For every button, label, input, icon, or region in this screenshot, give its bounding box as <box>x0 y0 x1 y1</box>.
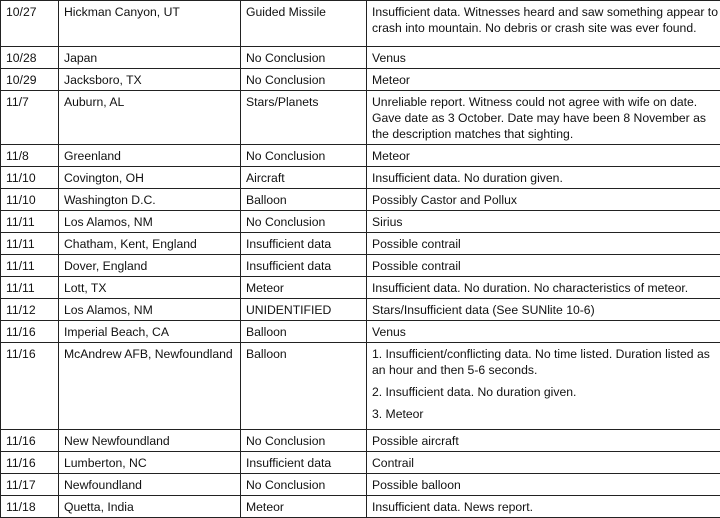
date-cell-text: 11/10 <box>6 167 58 188</box>
description-paragraph: Insufficient data. No duration given. <box>372 170 720 186</box>
sightings-table-body <box>1 1 720 518</box>
description-paragraph: Unreliable report. Witness could not agree with wife on date. Gave date as 3 October. Date may have been 8 November as the description matches that sighting. <box>372 94 720 142</box>
conclusion-cell <box>241 91 367 145</box>
description-text <box>372 299 720 320</box>
description-text <box>372 430 720 451</box>
table-row <box>1 189 720 211</box>
date-cell <box>1 474 59 496</box>
conclusion-cell <box>241 167 367 189</box>
date-cell <box>1 496 59 518</box>
date-cell <box>1 167 59 189</box>
date-cell-text: 11/12 <box>6 299 58 320</box>
location-cell <box>59 321 241 343</box>
conclusion-cell <box>241 452 367 474</box>
conclusion-cell <box>241 255 367 277</box>
description-cell <box>367 343 720 430</box>
description-cell <box>367 233 720 255</box>
description-paragraph: Insufficient data. Witnesses heard and saw something appear to crash into mountain. No debris or crash site was ever found. <box>372 4 720 36</box>
location-cell-text: Auburn, AL <box>64 91 240 112</box>
date-cell-text: 10/29 <box>6 69 58 90</box>
description-paragraph: Possible contrail <box>372 236 720 252</box>
location-cell <box>59 189 241 211</box>
date-cell <box>1 233 59 255</box>
conclusion-cell-text: Insufficient data <box>246 233 366 254</box>
description-paragraph: Insufficient data. No duration. No characteristics of meteor. <box>372 280 720 296</box>
conclusion-cell <box>241 233 367 255</box>
conclusion-cell-text: Balloon <box>246 343 366 364</box>
description-cell <box>367 167 720 189</box>
description-text <box>372 211 720 232</box>
conclusion-cell <box>241 474 367 496</box>
conclusion-cell-text: No Conclusion <box>246 47 366 68</box>
description-text <box>372 255 720 276</box>
description-cell <box>367 277 720 299</box>
table-row <box>1 452 720 474</box>
date-cell-text: 11/17 <box>6 474 58 495</box>
table-row <box>1 47 720 69</box>
location-cell <box>59 299 241 321</box>
description-cell <box>367 211 720 233</box>
location-cell-text: Dover, England <box>64 255 240 276</box>
table-row <box>1 430 720 452</box>
conclusion-cell-text: No Conclusion <box>246 474 366 495</box>
date-cell <box>1 189 59 211</box>
date-cell-text: 11/16 <box>6 430 58 451</box>
date-cell <box>1 1 59 47</box>
table-row <box>1 277 720 299</box>
conclusion-cell-text: Balloon <box>246 321 366 342</box>
description-paragraph: Insufficient data. News report. <box>372 499 720 515</box>
description-paragraph: Stars/Insufficient data (See SUNlite 10-6) <box>372 302 720 318</box>
description-cell <box>367 321 720 343</box>
location-cell-text: Los Alamos, NM <box>64 299 240 320</box>
description-cell <box>367 299 720 321</box>
conclusion-cell <box>241 299 367 321</box>
conclusion-cell-text: UNIDENTIFIED <box>246 299 366 320</box>
date-cell-text: 11/16 <box>6 452 58 473</box>
description-cell <box>367 1 720 47</box>
date-cell <box>1 452 59 474</box>
description-text <box>372 452 720 473</box>
location-cell-text: Japan <box>64 47 240 68</box>
description-cell <box>367 496 720 518</box>
date-cell <box>1 145 59 167</box>
location-cell <box>59 167 241 189</box>
description-cell <box>367 69 720 91</box>
description-paragraph: Venus <box>372 50 720 66</box>
table-row <box>1 496 720 518</box>
location-cell <box>59 47 241 69</box>
date-cell-text: 11/7 <box>6 91 58 112</box>
description-cell <box>367 452 720 474</box>
conclusion-cell <box>241 211 367 233</box>
date-cell <box>1 69 59 91</box>
conclusion-cell <box>241 189 367 211</box>
location-cell <box>59 233 241 255</box>
description-text <box>372 47 720 68</box>
conclusion-cell <box>241 321 367 343</box>
description-text <box>372 91 720 144</box>
table-row <box>1 299 720 321</box>
conclusion-cell-text: Balloon <box>246 189 366 210</box>
description-paragraph: Meteor <box>372 72 720 88</box>
location-cell <box>59 343 241 430</box>
description-cell <box>367 474 720 496</box>
location-cell <box>59 145 241 167</box>
conclusion-cell-text: Insufficient data <box>246 452 366 473</box>
location-cell <box>59 430 241 452</box>
location-cell <box>59 69 241 91</box>
location-cell-text: Jacksboro, TX <box>64 69 240 90</box>
location-cell-text: Greenland <box>64 145 240 166</box>
conclusion-cell-text: Meteor <box>246 277 366 298</box>
description-text <box>372 496 720 517</box>
table-row <box>1 321 720 343</box>
description-text <box>372 69 720 90</box>
table-row <box>1 343 720 430</box>
description-paragraph: 3. Meteor <box>372 406 720 422</box>
date-cell-text: 10/28 <box>6 47 58 68</box>
description-text <box>372 233 720 254</box>
table-row <box>1 167 720 189</box>
conclusion-cell <box>241 343 367 430</box>
date-cell-text: 11/11 <box>6 233 58 254</box>
date-cell-text: 11/11 <box>6 255 58 276</box>
location-cell-text: New Newfoundland <box>64 430 240 451</box>
conclusion-cell <box>241 496 367 518</box>
description-text <box>372 145 720 166</box>
date-cell-text: 11/16 <box>6 343 58 364</box>
location-cell-text: McAndrew AFB, Newfoundland <box>64 343 240 364</box>
description-text <box>372 1 720 38</box>
location-cell-text: Imperial Beach, CA <box>64 321 240 342</box>
conclusion-cell-text: Insufficient data <box>246 255 366 276</box>
description-cell <box>367 189 720 211</box>
conclusion-cell <box>241 145 367 167</box>
description-paragraph: Possibly Castor and Pollux <box>372 192 720 208</box>
location-cell-text: Covington, OH <box>64 167 240 188</box>
location-cell-text: Lumberton, NC <box>64 452 240 473</box>
description-cell <box>367 47 720 69</box>
date-cell <box>1 91 59 145</box>
date-cell <box>1 277 59 299</box>
location-cell <box>59 211 241 233</box>
location-cell <box>59 452 241 474</box>
conclusion-cell-text: No Conclusion <box>246 69 366 90</box>
description-text <box>372 321 720 342</box>
location-cell-text: Washington D.C. <box>64 189 240 210</box>
date-cell <box>1 321 59 343</box>
date-cell <box>1 47 59 69</box>
description-text <box>372 189 720 210</box>
conclusion-cell-text: Guided Missile <box>246 1 366 22</box>
date-cell-text: 11/8 <box>6 145 58 166</box>
description-paragraph: Venus <box>372 324 720 340</box>
description-paragraph: Possible contrail <box>372 258 720 274</box>
date-cell-text: 11/11 <box>6 277 58 298</box>
location-cell-text: Los Alamos, NM <box>64 211 240 232</box>
conclusion-cell-text: No Conclusion <box>246 211 366 232</box>
table-row <box>1 91 720 145</box>
description-paragraph: 2. Insufficient data. No duration given. <box>372 384 720 400</box>
location-cell <box>59 255 241 277</box>
date-cell-text: 11/10 <box>6 189 58 210</box>
conclusion-cell <box>241 47 367 69</box>
location-cell-text: Quetta, India <box>64 496 240 517</box>
date-cell-text: 11/11 <box>6 211 58 232</box>
date-cell <box>1 299 59 321</box>
conclusion-cell <box>241 277 367 299</box>
description-paragraph: Contrail <box>372 455 720 471</box>
description-paragraph: Sirius <box>372 214 720 230</box>
date-cell <box>1 343 59 430</box>
conclusion-cell-text: No Conclusion <box>246 430 366 451</box>
location-cell <box>59 496 241 518</box>
location-cell <box>59 91 241 145</box>
location-cell-text: Hickman Canyon, UT <box>64 1 240 22</box>
table-row <box>1 233 720 255</box>
location-cell-text: Newfoundland <box>64 474 240 495</box>
description-paragraph: 1. Insufficient/conflicting data. No time listed. Duration listed as an hour and then 5-6 seconds. <box>372 346 720 378</box>
description-paragraph: Possible balloon <box>372 477 720 493</box>
table-row <box>1 211 720 233</box>
description-cell <box>367 145 720 167</box>
description-cell <box>367 255 720 277</box>
location-cell <box>59 277 241 299</box>
conclusion-cell-text: No Conclusion <box>246 145 366 166</box>
location-cell <box>59 474 241 496</box>
conclusion-cell-text: Meteor <box>246 496 366 517</box>
description-cell <box>367 430 720 452</box>
table-row <box>1 145 720 167</box>
table-row <box>1 474 720 496</box>
description-paragraph: Meteor <box>372 148 720 164</box>
description-text <box>372 343 720 424</box>
conclusion-cell-text: Aircraft <box>246 167 366 188</box>
location-cell-text: Lott, TX <box>64 277 240 298</box>
date-cell-text: 10/27 <box>6 1 58 22</box>
location-cell-text: Chatham, Kent, England <box>64 233 240 254</box>
date-cell-text: 11/18 <box>6 496 58 517</box>
table-row <box>1 69 720 91</box>
description-text <box>372 277 720 298</box>
description-paragraph: Possible aircraft <box>372 433 720 449</box>
table-row <box>1 255 720 277</box>
conclusion-cell <box>241 69 367 91</box>
conclusion-cell <box>241 430 367 452</box>
date-cell <box>1 255 59 277</box>
date-cell <box>1 211 59 233</box>
date-cell <box>1 430 59 452</box>
conclusion-cell-text: Stars/Planets <box>246 91 366 112</box>
date-cell-text: 11/16 <box>6 321 58 342</box>
conclusion-cell <box>241 1 367 47</box>
table-row <box>1 1 720 47</box>
description-text <box>372 474 720 495</box>
description-text <box>372 167 720 188</box>
description-cell <box>367 91 720 145</box>
location-cell <box>59 1 241 47</box>
